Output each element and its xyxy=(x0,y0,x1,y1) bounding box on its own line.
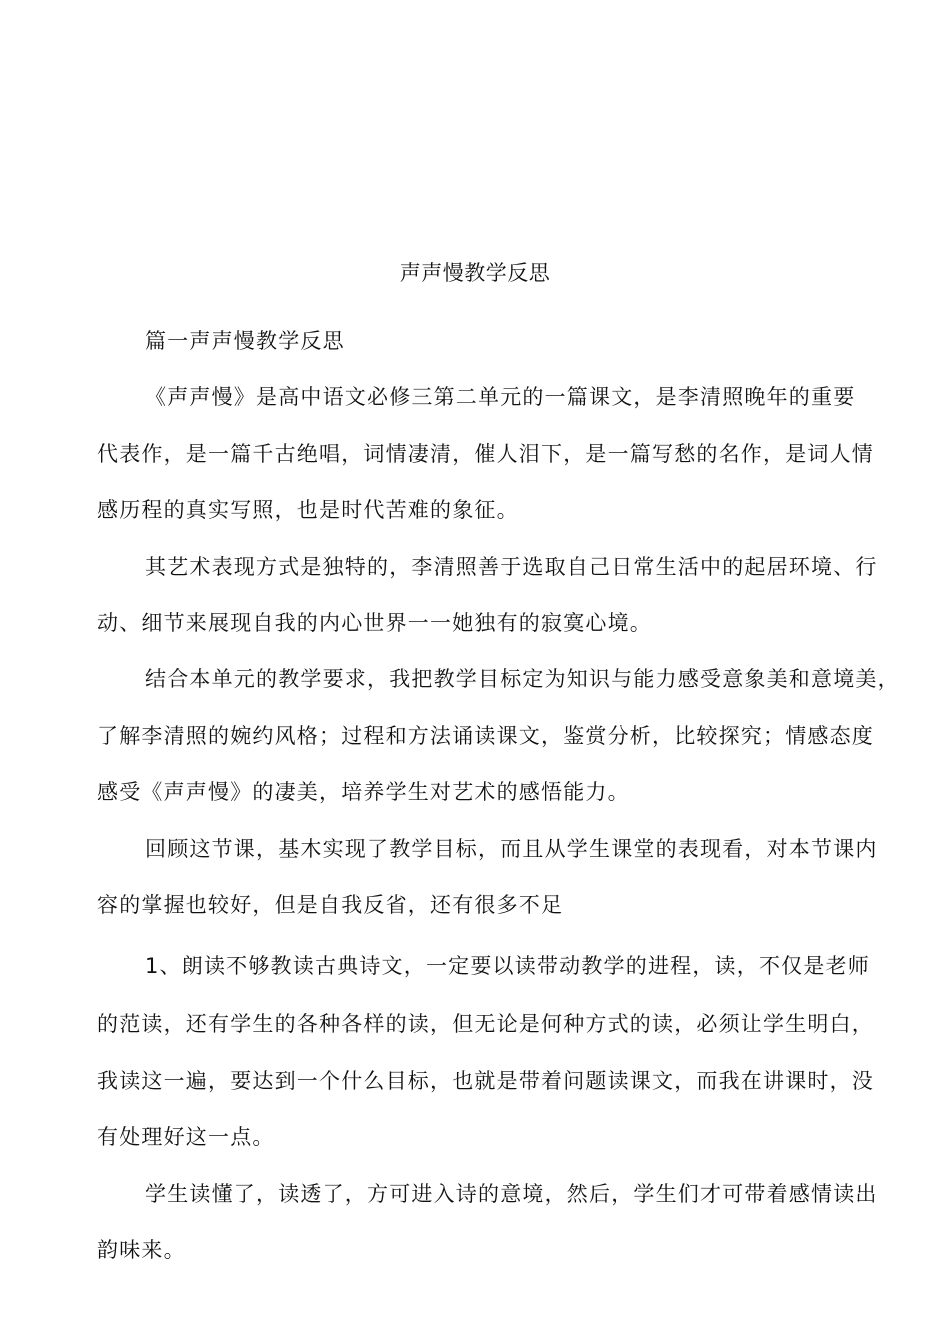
paragraph-line: 结合本单元的教学要求，我把教学目标定为知识与能力感受意象美和意境美， xyxy=(145,667,900,691)
paragraph-line: 《声声慢》是高中语文必修三第二单元的一篇课文，是李清照晚年的重要 xyxy=(145,385,856,409)
document-title: 声声慢教学反思 xyxy=(399,261,551,285)
paragraph-line: 韵味来。 xyxy=(97,1238,186,1262)
paragraph-line: 代表作，是一篇千古绝唱，词情凄清，催人泪下，是一篇写愁的名作，是词人情 xyxy=(97,442,874,466)
section-heading: 篇一声声慢教学反思 xyxy=(145,329,345,353)
paragraph-line: 感历程的真实写照，也是时代苦难的象征。 xyxy=(97,498,519,522)
paragraph-line: 容的掌握也较好，但是自我反省，还有很多不足 xyxy=(97,893,564,917)
paragraph-line: 了解李清照的婉约风格；过程和方法诵读课文，鉴赏分析，比较探究；情感态度 xyxy=(97,724,874,748)
paragraph-line: 的范读，还有学生的各种各样的读，但无论是何种方式的读，必须让学生明白， xyxy=(97,1012,874,1036)
paragraph-line: 有处理好这一点。 xyxy=(97,1125,275,1149)
paragraph-line: 学生读懂了，读透了，方可进入诗的意境，然后，学生们才可带着感情读出 xyxy=(145,1182,878,1206)
paragraph-line: 我读这一遍，要达到一个什么目标，也就是带着问题读课文，而我在讲课时，没 xyxy=(97,1069,874,1093)
paragraph-line: 1、朗读不够教读古典诗文，一定要以读带动教学的进程，读，不仅是老师 xyxy=(145,954,870,978)
paragraph-line: 动、细节来展现自我的内心世界一一她独有的寂寞心境。 xyxy=(97,611,652,635)
paragraph-line: 其艺术表现方式是独特的，李清照善于选取自己日常生活中的起居环境、行 xyxy=(145,555,878,579)
paragraph-line: 回顾这节课，基木实现了教学目标，而且从学生课堂的表现看，对本节课内 xyxy=(145,837,878,861)
paragraph-line: 感受《声声慢》的凄美，培养学生对艺术的感悟能力。 xyxy=(97,780,630,804)
